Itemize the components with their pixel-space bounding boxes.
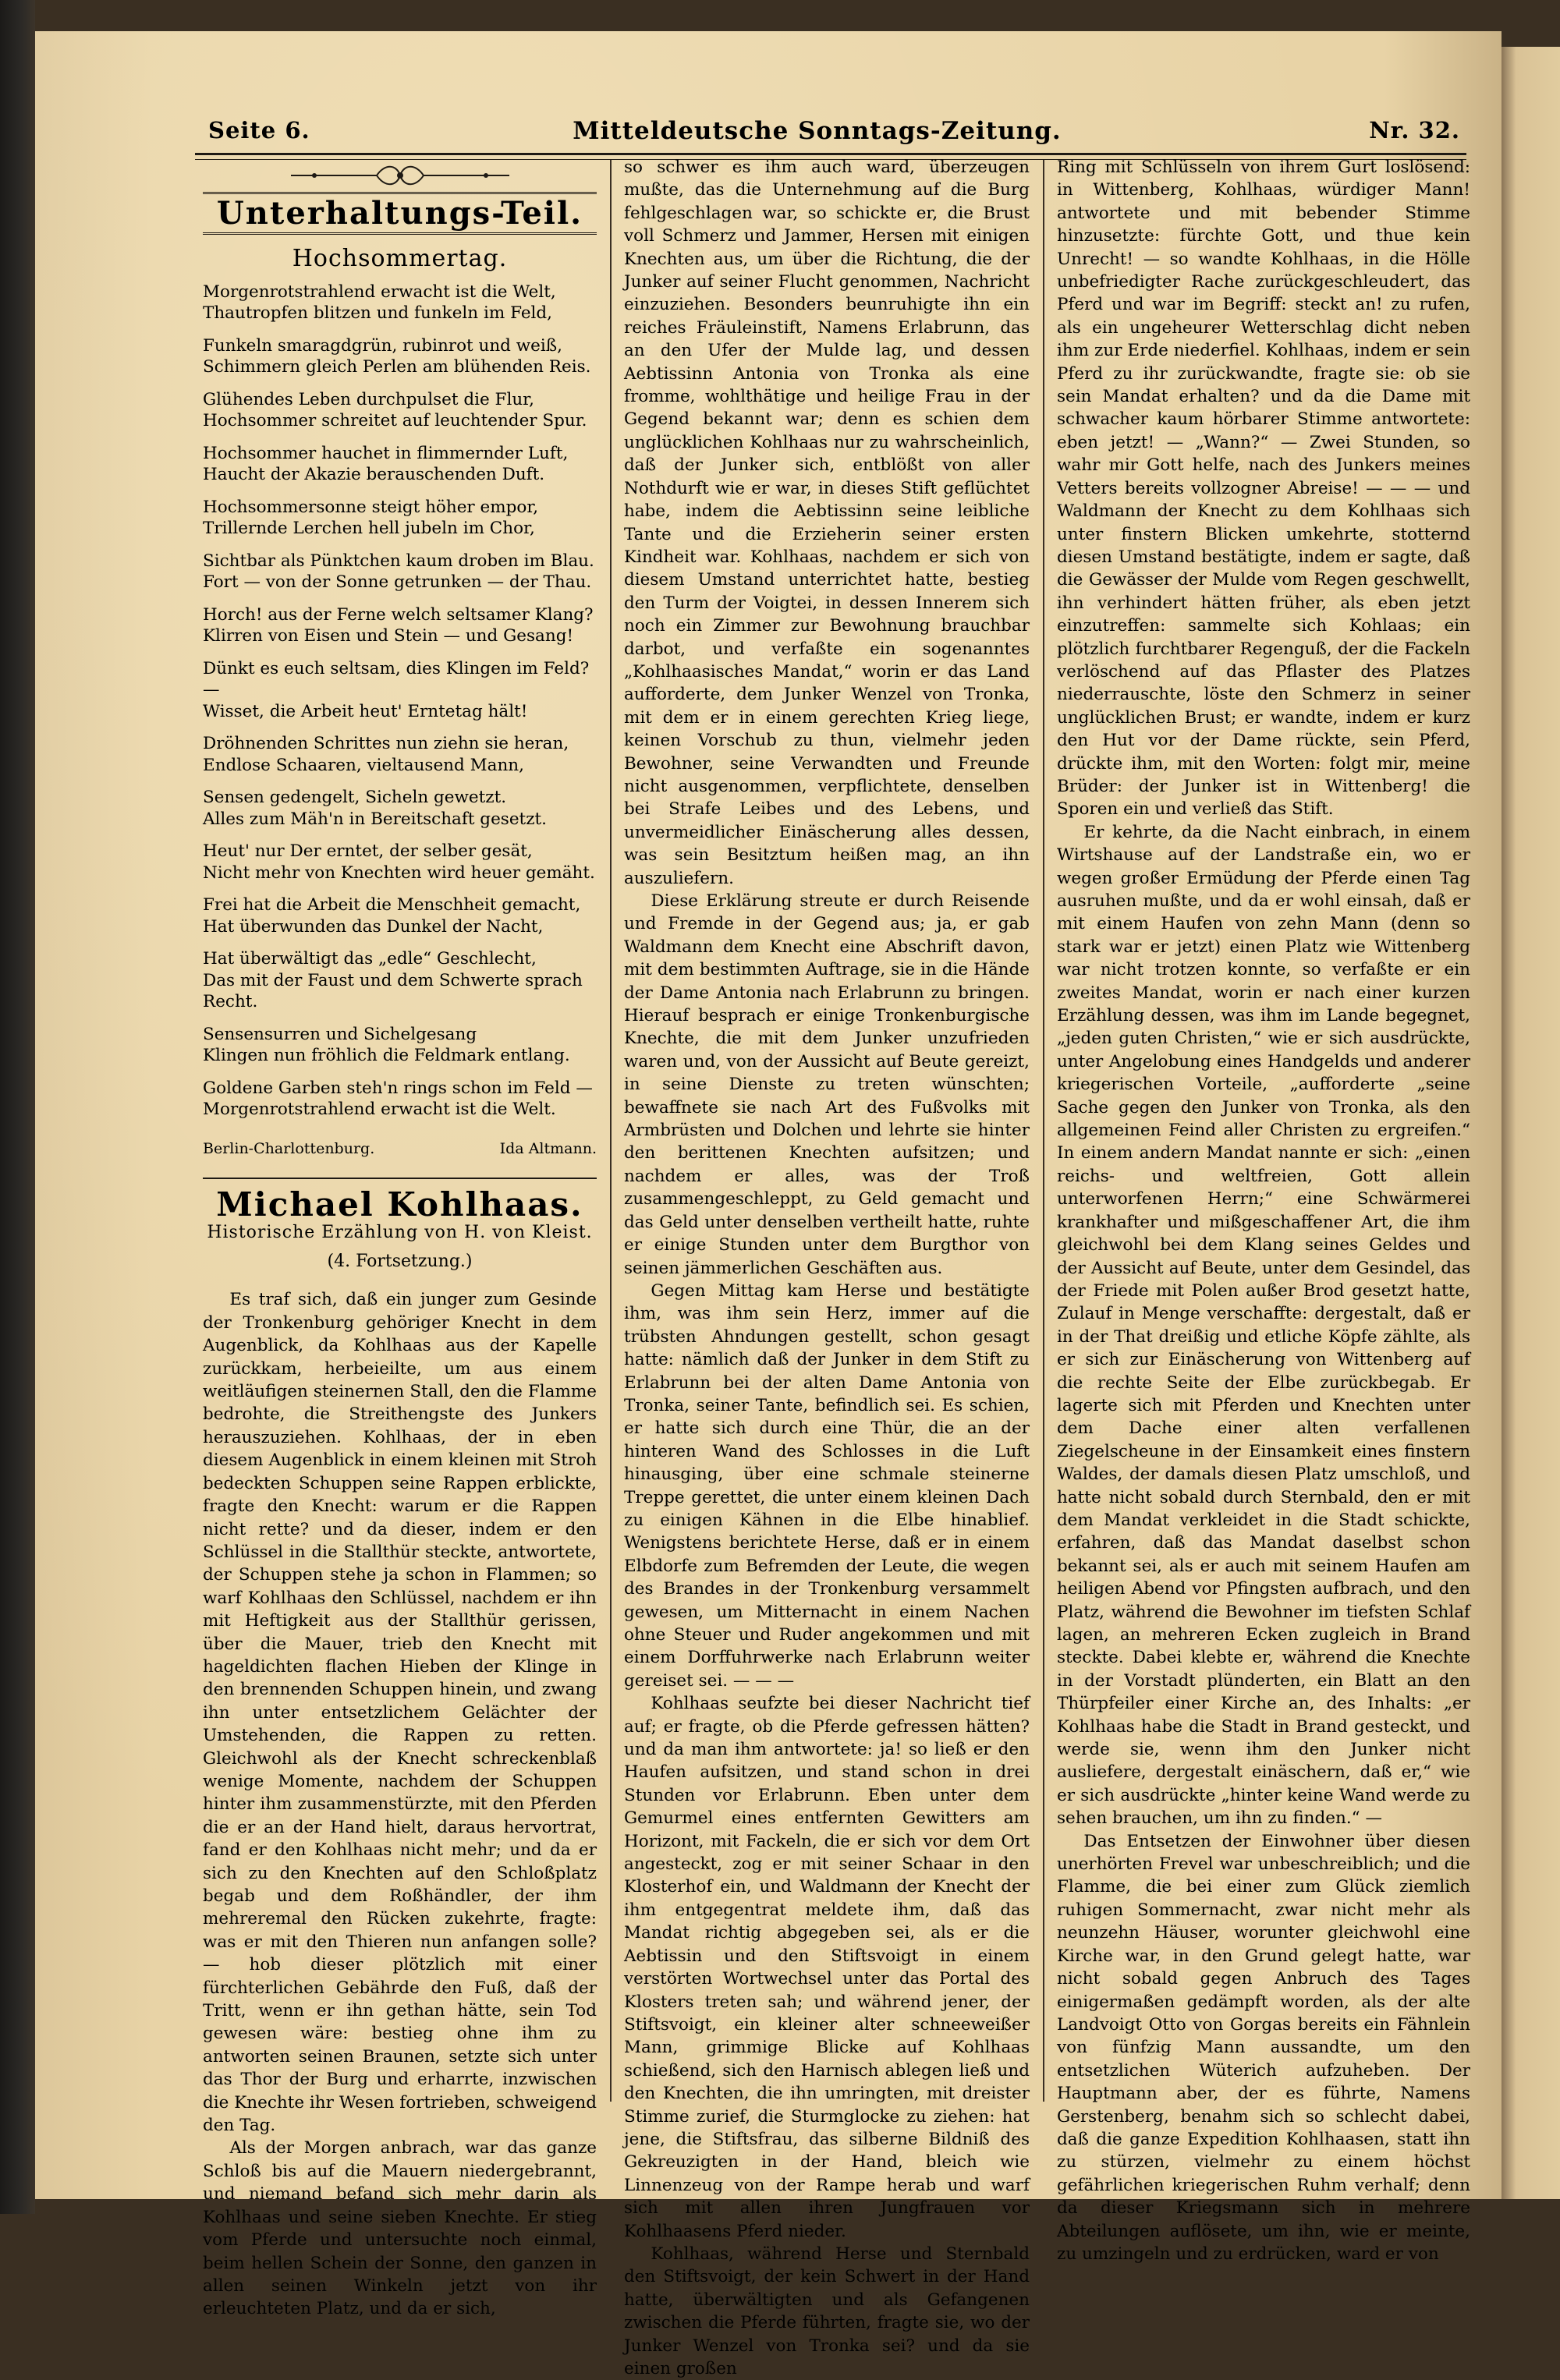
column-3 — [1057, 156, 1470, 2265]
poem-line: Hochsommer schreitet auf leuchtender Spur. — [203, 411, 587, 431]
poem-line: Heut' nur Der erntet, der selber gesät, — [203, 841, 533, 862]
paragraph: Das Entsetzen der Einwohner über diesen unerhörten Frevel war unbeschreiblich; und die Flamme, die bei einer zum Glück ziemlich ruhigen Sommernacht, zwar nicht mehr als neunzehn Häuser, worunter gleichwohl eine Kirche war, in den Grund gelegt hatte, war nicht sobald gegen Anbruch des Tages einigermaßen gedämpft worden, als der alte Landvoigt Otto von Gorgas bereits ein Fähnlein von fünfzig Mann aussandte, um den entsetzlichen Wüterich aufzuheben. Der Hauptmann aber, der es führte, Namens Gerstenberg, benahm sich so schlecht dabei, daß die ganze Expedition Kohlhaasen, statt ihn zu stürzen, vielmehr zu einem höchst gefährlichen kriegerischen Ruhm verhalf; denn da dieser Kriegsmann sich in mehrere Abteilungen auflösete, um ihn, wie er meinte, zu umzingeln und zu erdrücken, ward er von — [1057, 1831, 1470, 2264]
poem-stanza — [203, 335, 597, 378]
column-1 — [203, 156, 597, 2321]
poem-stanza — [203, 1024, 597, 1067]
paragraph: Als der Morgen anbrach, war das ganze Schloß bis auf die Mauern niedergebrannt, und niemand befand sich mehr darin als Kohlhaas und seine sieben Knechte. Er stieg vom Pferde und untersuchte noch einmal, beim hellen Schein der Sonne, den ganzen in allen seinen Winkeln jetzt von ihr erleuchteten Platz, und da er sich, — [203, 2138, 597, 2319]
poem-line: Trillernde Lerchen hell jubeln im Chor, — [203, 519, 535, 539]
page-header — [160, 117, 1474, 156]
poem-signature — [203, 1138, 597, 1160]
story-part: (4. Fortsetzung.) — [327, 1252, 473, 1272]
column-1-text — [203, 1288, 597, 2320]
section-title: Unterhaltungs-Teil. — [216, 195, 583, 232]
column-rule-1 — [610, 160, 612, 2102]
poem-line: Klirren von Eisen und Stein — und Gesang! — [203, 626, 574, 646]
poem-line: Horch! aus der Ferne welch seltsamer Klang? — [203, 604, 594, 625]
poem-line: Goldene Garben steh'n rings schon im Feld — — [203, 1078, 593, 1098]
column-2 — [624, 156, 1030, 2380]
column-3-text — [1057, 156, 1470, 2265]
poem-line: Fort — von der Sonne getrunken — der Thau. — [203, 572, 592, 593]
poem-line: Klingen nun fröhlich die Feldmark entlang. — [203, 1046, 570, 1066]
section-header — [203, 192, 597, 235]
poem-stanza — [203, 948, 597, 1013]
paragraph: Diese Erklärung streute er durch Reisende und Fremde in der Gegend aus; ja, er gab Waldmann dem Knecht eine Abschrift davon, mit dem bestimmten Auftrage, sie in die Hände der Dame Antonia nach Erlabrunn zu bringen. Hierauf besprach er einige Tronkenburgische Knechte, die mit dem Junker unzufrieden waren und, von der Aussicht auf Beute gereizt, in seine Dienste zu treten wünschten; bewaffnete sie nach Art des Fußvolks mit Armbrüsten und Dolchen und lehrte sie hinter den berittenen Knechten aufsitzen; und nachdem er alles, was der Troß zusammengeschleppt, zu Geld gemacht und das Geld unter denselben vertheilt hatte, ruhte er einige Stunden unter dem Burgthor von seinen jämmerlichen Geschäften aus. — [624, 891, 1030, 1278]
poem-line: Dröhnenden Schrittes nun ziehn sie heran, — [203, 734, 569, 754]
poem-line: Morgenrotstrahlend erwacht ist die Welt, — [203, 282, 556, 302]
paragraph: Kohlhaas, während Herse und Sternbald den Stiftsvoigt, der kein Schwert in der Hand hatte, überwältigten und als Gefangenen zwischen die Pferde führten, fragte sie, wo der Junker Wenzel von Tronka sei? und da sie einen großen — [624, 2244, 1030, 2378]
paragraph: Es traf sich, daß ein junger zum Gesinde der Tronkenburg gehöriger Knecht in dem Augenblick, da Kohlhaas aus der Kapelle zurückkam, herbeieilte, um aus einem weitläufigen steinernen Stall, den die Flamme bedrohte, die Streithengste des Junkers herauszuziehen. Kohlhaas, der in eben diesem Augenblick in einem kleinen mit Stroh bedeckten Schuppen seine Rappen erblickte, fragte den Knecht: warum er die Rappen nicht rette? und da dieser, indem er den Schlüssel in die Stallthür steckte, antwortete, der Schuppen stehe ja schon in Flammen; so warf Kohlhaas den Schlüssel, nachdem er ihn mit Heftigkeit aus der Stallthür gerissen, über die Mauer, trieb den Knecht mit hageldichten flachen Hieben der Klinge in den brennenden Schuppen hinein, und zwang ihn unter entsetzlichem Gelächter der Umstehenden, die Rappen zu retten. Gleichwohl als der Knecht schreckenblaß wenige Momente, nachdem der Schuppen hinter ihm zusammenstürzte, mit den Pferden die er an der Hand hielt, daraus hervortrat, fand er den Kohlhaas nicht mehr; und da er sich zu den Knechten auf den Schloßplatz begab und dem Roßhändler, der ihm mehreremal den Rücken zukehrte, fragte: was er mit den Thieren nun anfangen solle? — hob dieser plötzlich mit einer fürchterlichen Gebährde den Fuß, daß der Tritt, wenn er ihn gethan hätte, sein Tod gewesen wäre: bestieg ohne ihm zu antworten seinen Braunen, setzte sich unter das Thor der Burg und erharrte, inzwischen die Knechte ihr Wesen fortrieben, schweigend den Tag. — [203, 1290, 597, 2136]
poem-line: Nicht mehr von Knechten wird heuer gemäht. — [203, 862, 595, 883]
poem-stanza — [203, 282, 597, 324]
page-number: Seite 6. — [208, 117, 310, 143]
poem-line: Sensensurren und Sichelgesang — [203, 1024, 477, 1044]
poem-line: Das mit der Faust und dem Schwerte sprach Recht. — [203, 970, 583, 1012]
paragraph: Gegen Mittag kam Herse und bestätigte ihm, was ihm sein Herz, immer auf die trübsten Ahndungen gestellt, schon gesagt hatte: nämlich daß der Junker in dem Stift zu Erlabrunn bei der alten Dame Antonia von Tronka, seiner Tante, befindlich sei. Es schien, er hatte sich durch eine Thür, die an der hinteren Wand des Schlosses in die Luft hinausging, über eine schmale steinerne Treppe gerettet, die unter einem kleinen Dach zu einigen Kähnen in die Elbe hinablief. Wenigstens berichtete Herse, daß er in einem Elbdorfe zum Befremden der Leute, die wegen des Brandes in der Tronkenburg versammelt gewesen, um Mitternacht in einem Nachen ohne Steuer und Ruder angekommen und mit einem Dorffuhrwerke nach Erlabrunn weiter gereiset sei. — — — — [624, 1280, 1030, 1691]
issue-number: Nr. 32. — [1369, 117, 1460, 143]
story-subtitle: Historische Erzählung von H. von Kleist. — [207, 1222, 593, 1242]
poem-stanza — [203, 733, 597, 776]
poem-line: Frei hat die Arbeit die Menschheit gemacht, — [203, 895, 581, 916]
poem-line: Sensen gedengelt, Sicheln gewetzt. — [203, 788, 507, 808]
poem-line: Funkeln smaragdgrün, rubinrot und weiß, — [203, 335, 562, 356]
poem-line: Dünkt es euch seltsam, dies Klingen im Feld? — — [203, 658, 590, 700]
poem-line: Haucht der Akazie berauschenden Duft. — [203, 465, 545, 485]
poem-stanza — [203, 551, 597, 593]
poem-line: Wisset, die Arbeit heut' Erntetag hält! — [203, 701, 528, 721]
poem-line: Hat überwunden das Dunkel der Nacht, — [203, 916, 544, 937]
paragraph: Kohlhaas seufzte bei dieser Nachricht tief auf; er fragte, ob die Pferde gefressen hätten? und da man ihm antwortete: ja! so ließ er den Haufen aufsitzen, und stand schon in drei Stunden vor Erlabrunn. Eben unter dem Gemurmel eines entfernten Gewitters am Horizont, mit Fackeln, die er sich vor dem Ort angesteckt, zog er mit seiner Schaar in den Klosterhof ein, und Waldmann der Knecht der ihm entgegentrat meldete ihm, daß das Mandat richtig abgegeben sei, als er die Aebtissin und den Stiftsvoigt in einem verstörten Wortwechsel unter das Portal des Klosters treten sah; und während jener, der Stiftsvoigt, ein kleiner alter schneeweißer Mann, grimmige Blicke auf Kohlhaas schießend, sich den Harnisch ablegen ließ und den Knechten, die ihn umringten, mit dreister Stimme zurief, die Sturmglocke zu ziehen: hat jene, die Stiftsfrau, das silberne Bildniß des Gekreuzigten in der Hand, bleich wie Linnenzeug von der Rampe herab und warf sich mit allen ihren Jungfrauen vor Kohlhaasens Pferd nieder. — [624, 1694, 1030, 2241]
paragraph: so schwer es ihm auch ward, überzeugen mußte, das die Unternehmung auf die Burg fehlgeschlagen war, so schickte er, die Brust voll Schmerz und Jammer, Hersen mit einigen Knechten aus, um über die Richtung, die der Junker auf seiner Flucht genommen, Nachricht einzuziehen. Besonders beunruhigte ihn ein reiches Fräuleinstift, Namens Erlabrunn, das an den Ufer der Mulde lag, und dessen Aebtissinn Antonia von Tronka als eine fromme, wohlthätige und heilige Frau in der Gegend bekannt war; denn es schien dem unglücklichen Kohlhaas nur zu wahrscheinlich, daß der Junker sich, entblößt von aller Nothdurft wie er war, in dieses Stift geflüchtet habe, indem die Aebtissinn seine leibliche Tante und die Erzieherin seiner ersten Kindheit war. Kohlhaas, nachdem er sich von diesem Umstand unterrichtet hatte, bestieg den Turm der Voigtei, in dessen Innerem sich noch ein Zimmer zur Bewohnung brauchbar darbot, und verfaßte ein sogenanntes „Kohlhaasisches Mandat,“ worin er das Land aufforderte, dem Junker Wenzel von Tronka, mit dem er in einem gerechten Krieg liege, keinen Vorschub zu thun, vielmehr jeden Bewohner, seine Verwandten und Freunde nicht ausgenommen, verpflichtete, denselben bei Strafe Leibes und des Lebens, und unvermeidlicher Einäscherung alles dessen, was sein Besitztum heißen mag, an ihn auszuliefern. — [624, 158, 1030, 888]
adjacent-page-edge — [1502, 47, 1560, 2199]
poem-place: Berlin-Charlottenburg. — [203, 1139, 375, 1157]
poem-stanza — [203, 658, 597, 723]
book-binding — [0, 0, 35, 2214]
poem-line: Glühendes Leben durchpulset die Flur, — [203, 389, 534, 409]
story-title: Michael Kohlhaas. — [216, 1185, 583, 1224]
poem-stanza — [203, 497, 597, 540]
poem-line: Alles zum Mäh'n in Bereitschaft gesetzt. — [203, 809, 547, 829]
poem-line: Morgenrotstrahlend erwacht ist die Welt. — [203, 1100, 556, 1120]
poem-stanza — [203, 1078, 597, 1121]
poem-stanza — [203, 443, 597, 486]
poem-stanza — [203, 604, 597, 647]
ornament-divider — [203, 162, 597, 189]
column-rule-2 — [1043, 160, 1044, 2102]
poem-line: Endlose Schaaren, vieltausend Mann, — [203, 755, 524, 775]
paragraph: Ring mit Schlüsseln von ihrem Gurt loslösend: in Wittenberg, Kohlhaas, würdiger Mann! antwortete und mit bebender Stimme hinzusetzte: fürchte Gott, und thue kein Unrecht! — so wandte Kohlhaas, in die Hölle unbefriedigter Rache zurückgeschleudert, das Pferd und war im Begriff: steckt an! zu rufen, als ein ungeheurer Wetterschlag dicht neben ihm zur Erde niederfiel. Kohlhaas, indem er sein Pferd zu ihr zurückwandte, fragte sie: ob sie sein Mandat erhalten? und da die Dame mit schwacher kaum hörbarer Stimme antwortete: eben jetzt! — „Wann?“ — Zwei Stunden, so wahr mir Gott helfe, nach des Junkers meines Vetters bereits vollzogner Abreise! — — — und Waldmann der Knecht zu dem Kohlhaas sich unter finstern Blicken umkehrte, stotternd diesen Umstand bestätigte, indem er sagte, daß die Gewässer der Mulde vom Regen geschwellt, ihn verhindert hätten früher, als eben jetzt einzutreffen: sammelte sich Kohlaas; ein plötzlich furchtbarer Regenguß, der die Fackeln verlöschend auf das Pflaster des Platzes niederrauschte, löste den Schmerz in seiner unglücklichen Brust; er wandte, indem er kurz den Hut vor der Dame rückte, sein Pferd, drückte ihm, mit den Worten: folgt mir, meine Brüder: der Junker ist in Wittenberg! die Sporen ein und verließ das Stift. — [1057, 158, 1470, 820]
poem-line: Sichtbar als Pünktchen kaum droben im Blau. — [203, 551, 594, 571]
section-separator — [203, 1178, 597, 1179]
poem-body — [203, 282, 597, 1121]
poem-stanza — [203, 389, 597, 432]
poem-line: Schimmern gleich Perlen am blühenden Reis. — [203, 357, 591, 377]
poem-line: Hochsommer hauchet in flimmernder Luft, — [203, 443, 569, 463]
poem-title: Hochsommertag. — [292, 245, 508, 273]
poem-stanza — [203, 787, 597, 830]
column-2-text — [624, 156, 1030, 2380]
poem-line: Thautropfen blitzen und funkeln im Feld, — [203, 303, 553, 324]
journal-title: Mitteldeutsche Sonntags-Zeitung. — [573, 117, 1062, 145]
poem-author: Ida Altmann. — [499, 1139, 597, 1157]
poem-stanza — [203, 841, 597, 884]
poem-line: Hat überwältigt das „edle“ Geschlecht, — [203, 949, 537, 969]
poem-line: Hochsommersonne steigt höher empor, — [203, 497, 539, 517]
paragraph: Er kehrte, da die Nacht einbrach, in einem Wirtshause auf der Landstraße ein, wo er wegen großer Ermüdung der Pferde einen Tag ausruhen mußte, und da er wohl einsah, daß er mit einem Haufen von zehn Mann (denn so stark war er jetzt) einen Platz wie Wittenberg war nicht trotzen konnte, so verfaßte er ein zweites Mandat, worin er nach einer kurzen Erzählung dessen, was ihm im Lande begegnet, „jeden guten Christen,“ wie er sich ausdrückte, unter Angelobung eines Handgelds und anderer kriegerischen Vorteile, „aufforderte „seine Sache gegen den Junker von Tronka, als den allgemeinen Feind aller Christen zu ergreifen.“ In einem andern Mandat nannte er sich: „einen reichs- und weltfreien, Gott allein unterworfenen Herrn;“ eine Schwärmerei krankhafter und mißgeschaffener Art, die ihm gleichwohl bei dem Klang seines Geldes und der Aussicht auf Beute, unter dem Gesindel, das der Friede mit Polen außer Brod gesetzt hatte, Zulauf in Menge verschaffte: dergestalt, daß er in der That dreißig und etliche Köpfe zählte, als er sich zur Einäscherung von Wittenberg auf die rechte Seite der Elbe zurückbegab. Er lagerte sich mit Pferden und Knechten unter dem Dache einer alten verfallenen Ziegelscheune in der Einsamkeit eines finstern Waldes, der damals diesen Platz umschloß, und hatte nicht sobald durch Sternbald, den er mit dem Mandat verkleidet in die Stadt schickte, erfahren, daß das Mandat daselbst schon bekannt sei, als er auch mit seinem Haufen am heiligen Abend vor Pfingsten aufbrach, und den Platz, während die Bewohner im tiefsten Schlaf lagen, an mehreren Ecken zugleich in Brand steckte. Dabei klebte er, während die Knechte in der Vorstadt plünderten, ein Blatt an den Thürpfeiler einer Kirche an, des Inhalts: „er Kohlhaas habe die Stadt in Brand gesteckt, und werde sie, wenn ihm den Junker nicht ausliefere, dergestalt einäschern, daß er,“ wie er sich ausdrückte „hinter keine Wand werde zu sehen brauchen, um ihn zu finden.“ — — [1057, 822, 1470, 1829]
poem-stanza — [203, 894, 597, 937]
